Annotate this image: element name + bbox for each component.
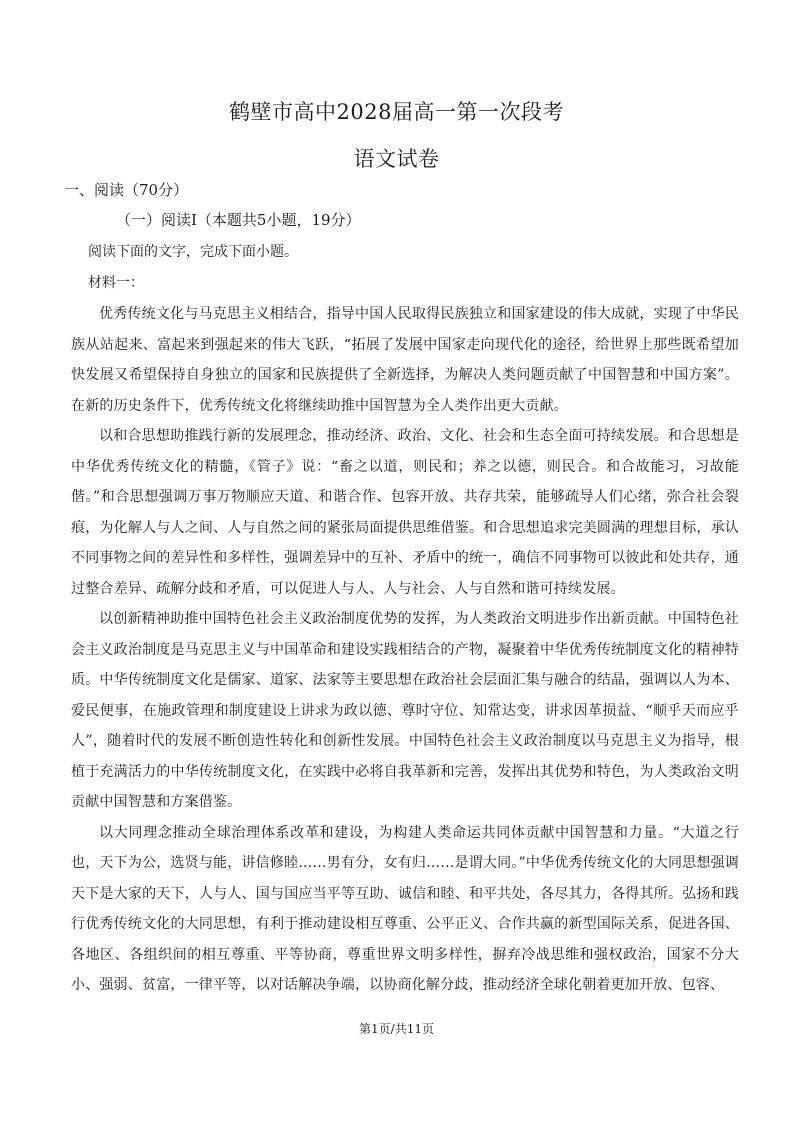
reading-instruction: 阅读下面的文字，完成下面小题。: [88, 244, 298, 260]
passage-paragraph-3: 以创新精神助推中国特色社会主义政治制度优势的发挥，为人类政治文明进步作出新贡献。中国特色社会主义政治制度是马克思主义与中国革命和建设实践相结合的产物，凝聚着中华优秀传统制度文化的精神特质。中华传统制度文化是儒家、道家、法家等主要思想在政治社会层面汇集与融合的结晶，强调以人为本、爱民便事，在施政管理和制度建设上讲求为政以德、尊时守位、知常达变，讲求因革损益、“顺乎天而应乎人”，随着时代的发展不断创造性转化和创新性发展。中国特色社会主义政治制度以马克思主义为指导，根植于充满活力的中华传统制度文化，在实践中必将自我革新和完善，发挥出其优势和特色，为人类政治文明贡献中国智慧和方案借鉴。: [71, 611, 739, 810]
section-heading: 一、阅读（70分）: [64, 181, 189, 199]
page-number: 第1页/共11页: [359, 1022, 434, 1036]
passage-paragraph-2: 以和合思想助推践行新的发展理念，推动经济、政治、文化、社会和生态全面可持续发展。和合思想是中华优秀传统文化的精髓，《管子》说：“畜之以道，则民和；养之以德，则民合。和合故能习，习故能偕。”和合思想强调万事万物顺应天道、和谐合作、包容开放、共存共荣，能够疏导人们心绪，弥合社会裂痕，为化解人与人之间、人与自然之间的紧张局面提供思维借鉴。和合思想追求完美圆满的理想目标，承认不同事物之间的差异性和多样性，强调差异中的互补、矛盾中的统一，确信不同事物可以彼此和处共存，通过整合差异、疏解分歧和矛盾，可以促进人与人、人与社会、人与自然和谐可持续发展。: [71, 428, 739, 597]
exam-subtitle: 语文试卷: [353, 147, 440, 171]
subsection-heading: （一）阅读Ⅰ（本题共5小题，19分）: [116, 211, 361, 229]
material-label: 材料一：: [88, 275, 144, 291]
reading-passage: [71, 299, 739, 1001]
passage-paragraph-4: 以大同理念推动全球治理体系改革和建设，为构建人类命运共同体贡献中国智慧和力量。“大道之行也，天下为公，选贤与能，讲信修睦……男有分，女有归……是谓大同。”中华优秀传统文化的大同思想强调天下是大家的天下，人与人、国与国应当平等互助、诚信和睦、和平共处，各尽其力，各得其所。弘扬和践行优秀传统文化的大同思想，有利于推动建设相互尊重、公平正义、合作共赢的新型国际关系，促进各国、各地区、各组织间的相互尊重、平等协商，尊重世界文明多样性，摒弃冷战思维和强权政治，国家不分大小、强弱、贫富，一律平等，以对话解决争端，以协商化解分歧，推动经济全球化朝着更加开放、包容、: [71, 824, 739, 993]
exam-title: 鹤壁市高中2028届高一第一次段考: [229, 100, 564, 124]
passage-paragraph-1: 优秀传统文化与马克思主义相结合，指导中国人民取得民族独立和国家建设的伟大成就，实现了中华民族从站起来、富起来到强起来的伟大飞跃，“拓展了发展中国家走向现代化的途径，给世界上那些既希望加快发展又希望保持自身独立的国家和民族提供了全新选择，为解决人类问题贡献了中国智慧和中国方案”。在新的历史条件下，优秀传统文化将继续助推中国智慧为全人类作出更大贡献。: [71, 306, 739, 414]
